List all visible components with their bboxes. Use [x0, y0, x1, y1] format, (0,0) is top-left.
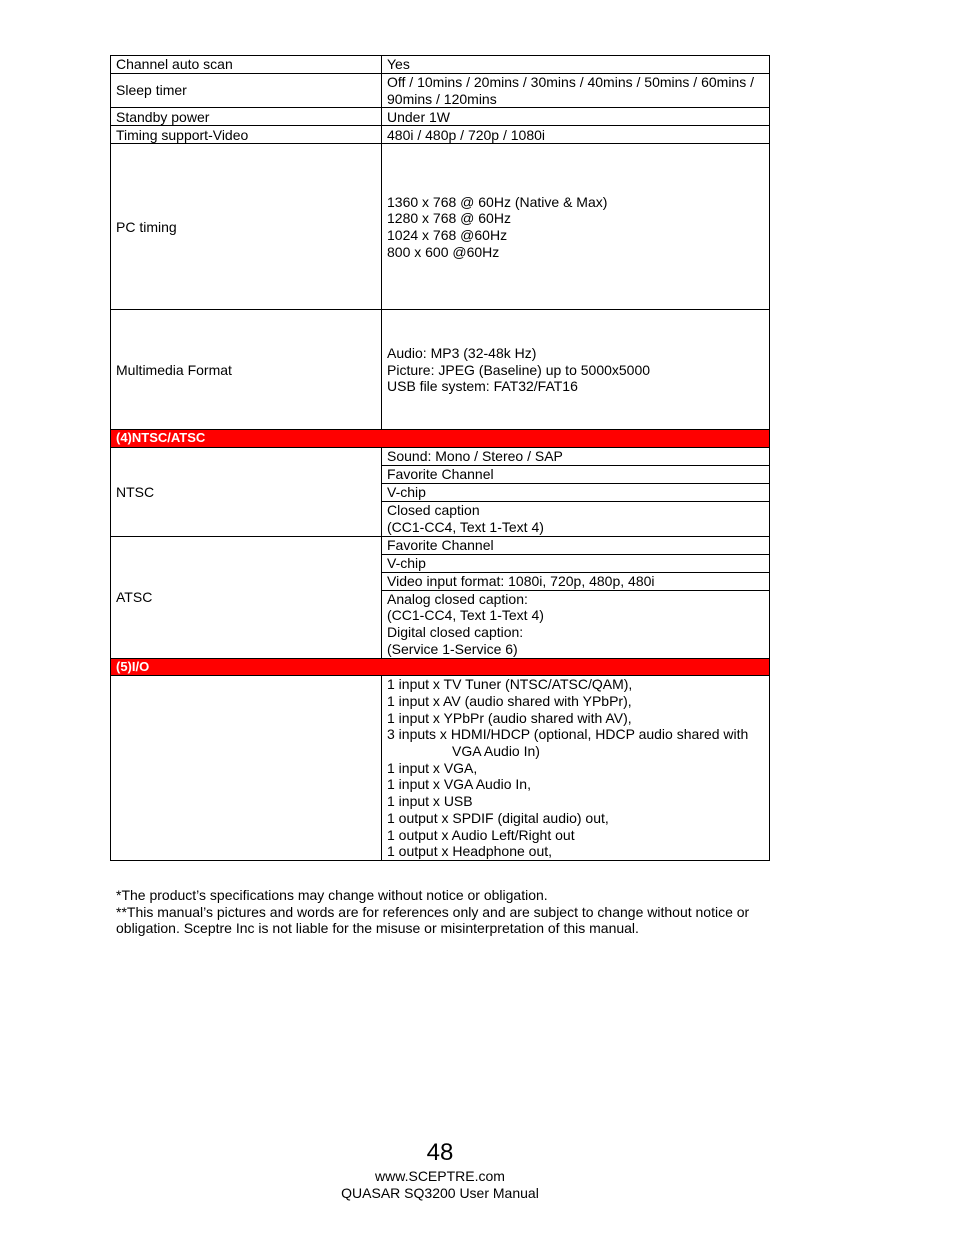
row-label: Channel auto scan — [111, 56, 382, 74]
pc-timing-line: 1280 x 768 @ 60Hz — [387, 210, 511, 227]
caption-line: Digital closed caption: — [387, 624, 524, 641]
io-line: 3 inputs x HDMI/HDCP (optional, HDCP audio shared with — [387, 726, 749, 743]
page-number: 48 — [426, 1139, 454, 1166]
section-header-ntsc-atsc — [111, 430, 770, 448]
specifications-table — [110, 55, 770, 861]
io-line: 1 input x YPbPr (audio shared with AV), — [387, 709, 632, 726]
io-line: 1 output x SPDIF (digital audio) out, — [387, 809, 609, 826]
row-value: Video input format: 1080i, 720p, 480p, 480i — [382, 572, 770, 590]
pc-timing-line: 1024 x 768 @60Hz — [387, 226, 508, 243]
row-label: Multimedia Format — [111, 310, 382, 430]
row-value — [382, 501, 770, 536]
row-label — [111, 676, 382, 861]
table-row — [111, 74, 770, 108]
row-label: Sleep timer — [111, 74, 382, 108]
row-label: Timing support-Video — [111, 126, 382, 144]
row-value: Under 1W — [382, 108, 770, 126]
pc-timing-line: 800 x 600 @60Hz — [387, 243, 500, 260]
caption-line: Analog closed caption: — [387, 590, 528, 607]
caption-line: (Service 1-Service 6) — [387, 640, 518, 657]
row-label: NTSC — [111, 448, 382, 537]
table-row — [111, 448, 770, 466]
row-value — [382, 676, 770, 861]
row-value: 480i / 480p / 720p / 1080i — [382, 126, 770, 144]
caption-line: (CC1-CC4, Text 1-Text 4) — [387, 518, 544, 535]
io-line: 1 input x VGA, — [387, 759, 478, 776]
row-value — [382, 310, 770, 430]
multimedia-line: USB file system: FAT32/FAT16 — [387, 378, 578, 395]
website-text: www.SCEPTRE.com — [375, 1168, 505, 1184]
page-footer — [0, 1138, 880, 1202]
row-label: Standby power — [111, 108, 382, 126]
io-line: 1 input x AV (audio shared with YPbPr), — [387, 692, 632, 709]
row-label: ATSC — [111, 536, 382, 658]
note-text: *The product’s specifications may change without notice or obligation. — [116, 887, 548, 903]
row-value: V-chip — [382, 554, 770, 572]
row-value: Yes — [382, 56, 770, 74]
caption-line: (CC1-CC4, Text 1-Text 4) — [387, 607, 544, 624]
io-line: 1 output x Audio Left/Right out — [387, 826, 575, 843]
row-value: Off / 10mins / 20mins / 30mins / 40mins / 50mins / 60mins / 90mins / 120mins — [382, 74, 770, 108]
table-row — [111, 536, 770, 554]
section-title: (4)NTSC/ATSC — [111, 430, 770, 448]
caption-line: Closed caption — [387, 502, 480, 519]
table-row — [111, 676, 770, 861]
multimedia-line: Picture: JPEG (Baseline) up to 5000x5000 — [387, 361, 651, 378]
section-title: (5)I/O — [111, 658, 770, 676]
row-value: V-chip — [382, 483, 770, 501]
table-row — [111, 144, 770, 310]
section-header-io — [111, 658, 770, 676]
row-label: PC timing — [111, 144, 382, 310]
io-line: 1 input x TV Tuner (NTSC/ATSC/QAM), — [387, 676, 633, 693]
row-value: Favorite Channel — [382, 536, 770, 554]
note-text: **This manual’s pictures and words are for references only and are subject to change without notice or obligation. Sceptre Inc is not liable for the misuse or misinterpretation of this manual. — [116, 903, 750, 937]
multimedia-line: Audio: MP3 (32-48k Hz) — [387, 344, 537, 361]
pc-timing-line: 1360 x 768 @ 60Hz (Native & Max) — [387, 193, 608, 210]
io-line: 1 input x VGA Audio In, — [387, 776, 531, 793]
row-value: Favorite Channel — [382, 465, 770, 483]
io-line: 1 output x Headphone out, — [387, 843, 553, 860]
table-row — [111, 56, 770, 74]
manual-title: QUASAR SQ3200 User Manual — [341, 1185, 539, 1201]
row-value: Sound: Mono / Stereo / SAP — [382, 448, 770, 466]
table-row — [111, 126, 770, 144]
io-line: 1 input x USB — [387, 793, 473, 810]
table-row — [111, 108, 770, 126]
table-row — [111, 310, 770, 430]
row-value — [382, 590, 770, 658]
row-value — [382, 144, 770, 310]
io-line: VGA Audio In) — [452, 743, 540, 760]
disclaimer-notes — [116, 887, 766, 937]
